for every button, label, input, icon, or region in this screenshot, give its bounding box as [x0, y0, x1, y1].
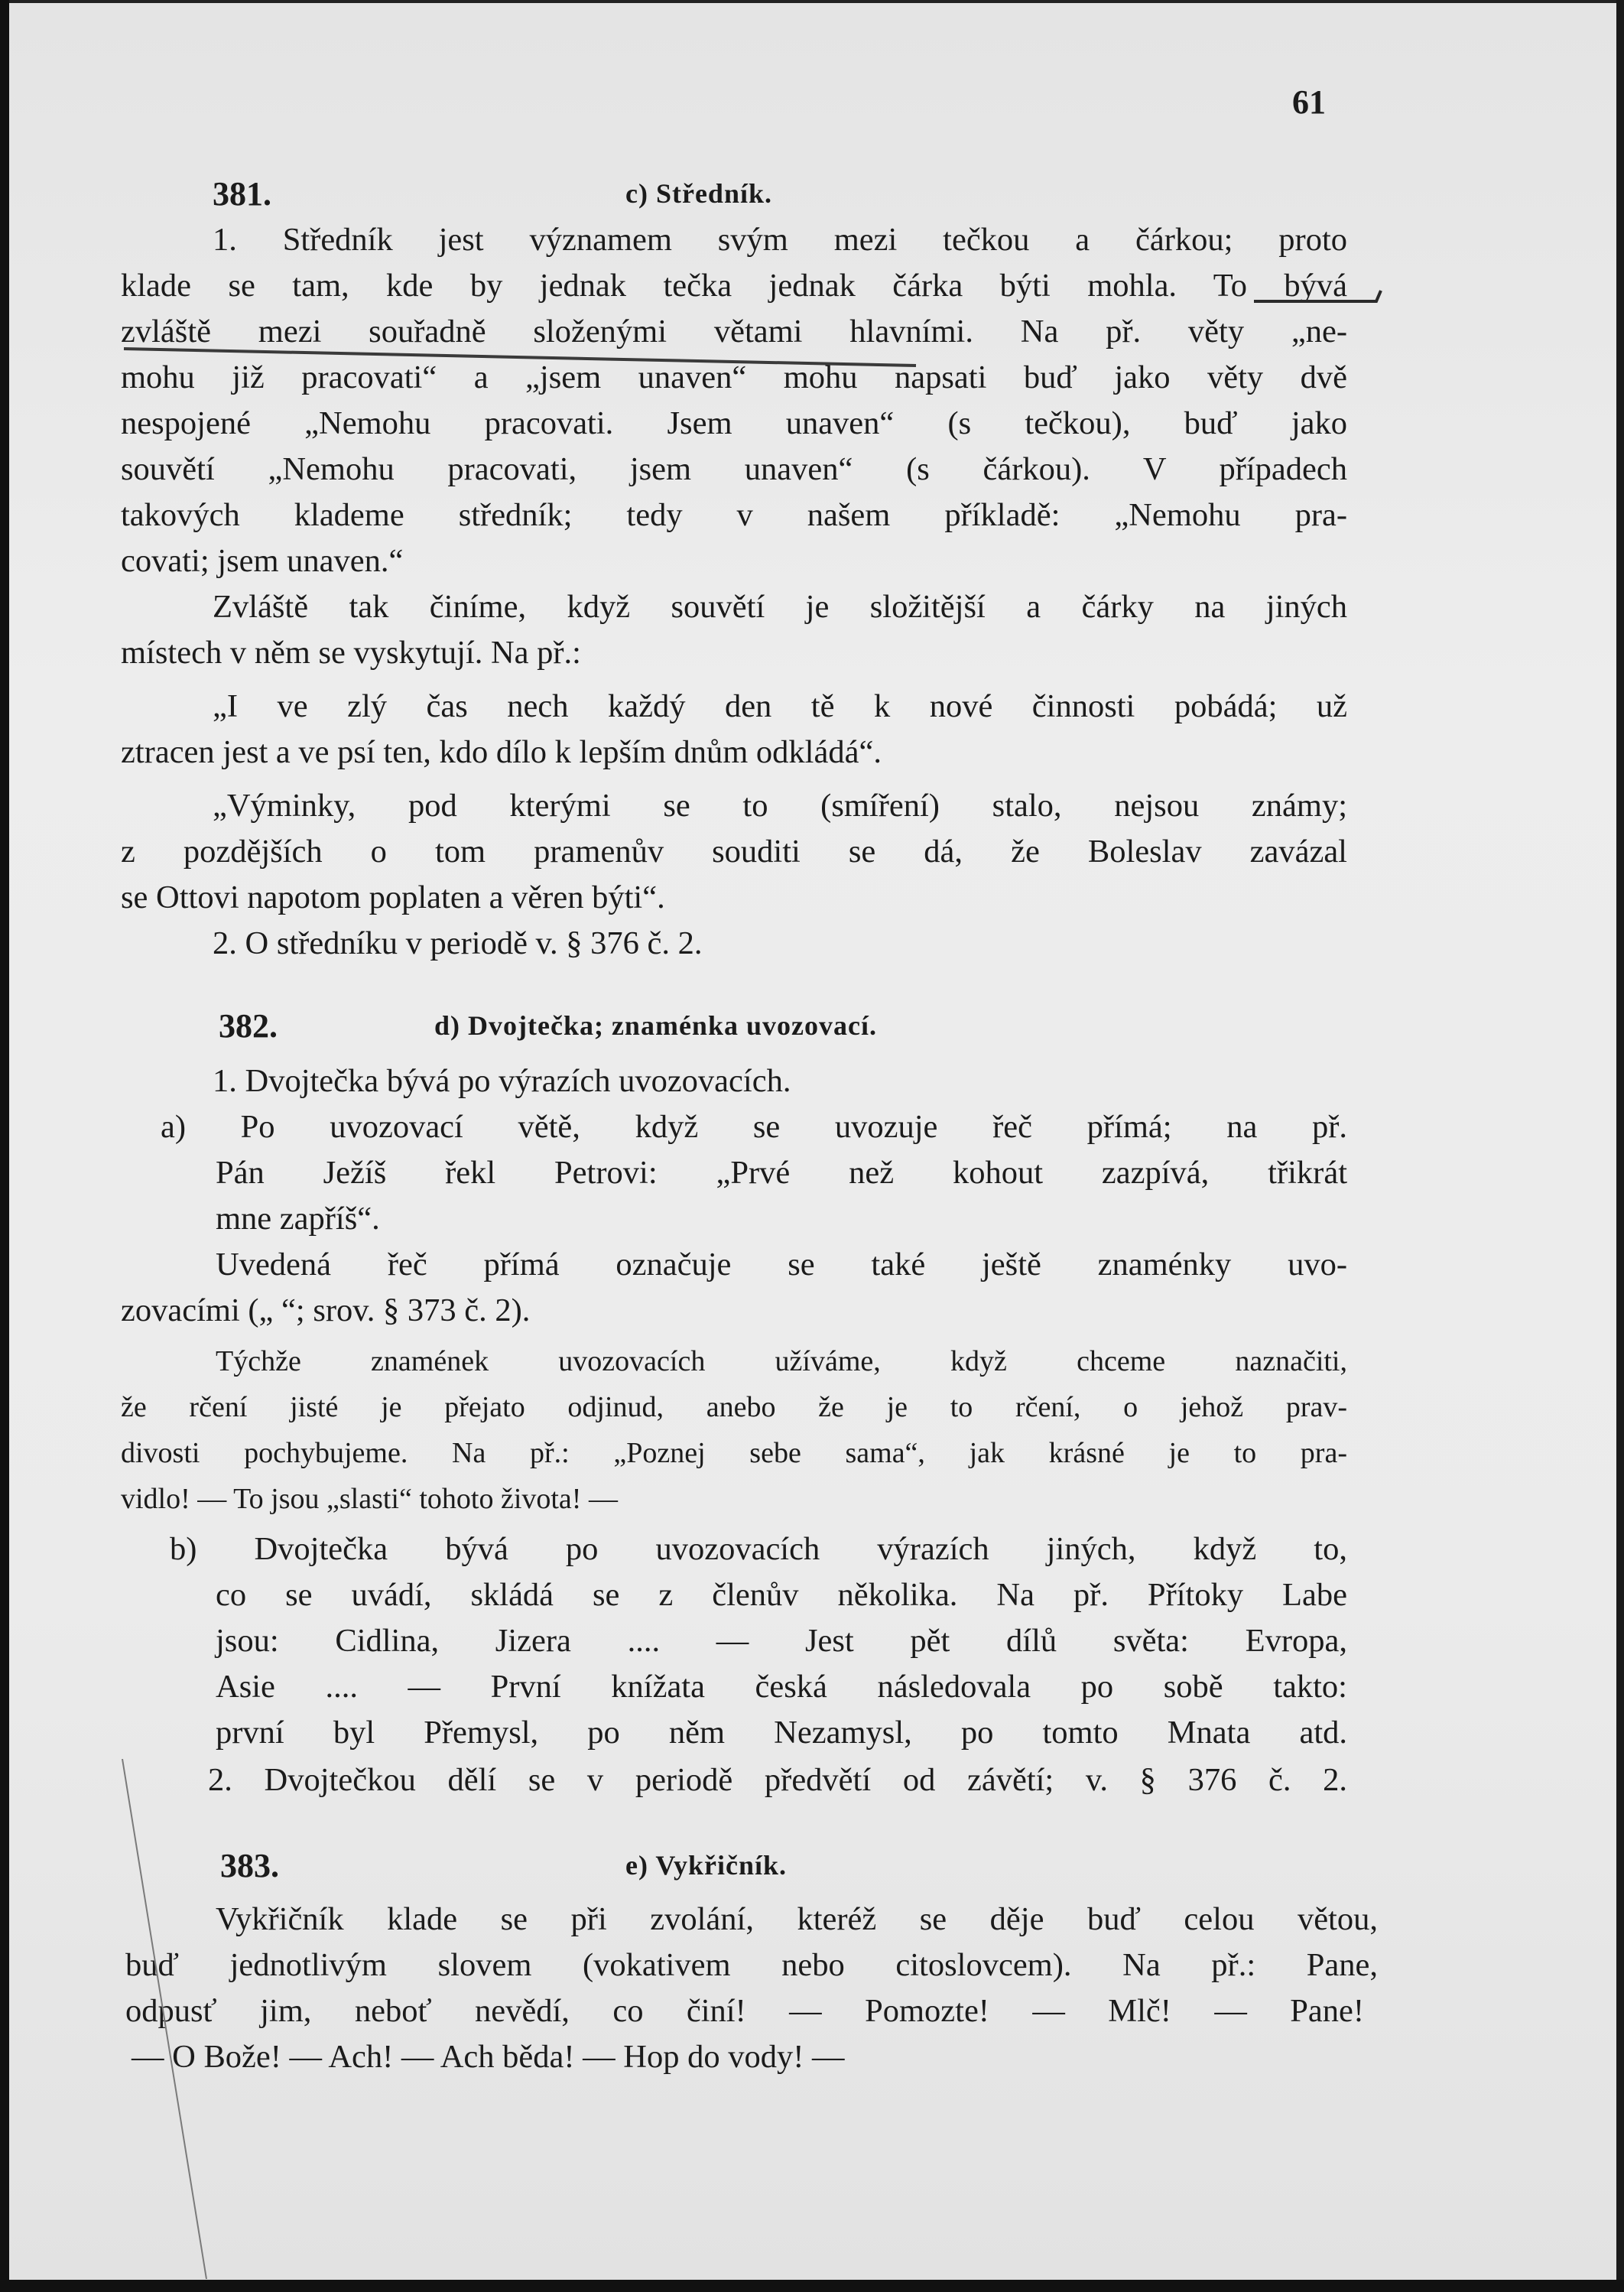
text-line: b) Dvojtečka bývá po uvozovacích výrazích jiných, když to,: [170, 1531, 1347, 1567]
text-line: buď jednotlivým slovem (vokativem nebo citoslovcem). Na př.: Pane,: [125, 1947, 1378, 1983]
pencil-underline-mark-right: [1254, 284, 1384, 307]
text-line: a) Po uvozovací větě, když se uvozuje řeč přímá; na př.: [161, 1109, 1347, 1145]
section-heading-381: c) Středník.: [625, 178, 772, 209]
page-number: 61: [1292, 83, 1326, 121]
text-line: covati; jsem unaven.“: [121, 543, 404, 579]
text-line: Pán Ježíš řekl Petrovi: „Prvé než kohout zazpívá, třikrát: [216, 1155, 1347, 1191]
text-line: zvláště mezi souřadně složenými větami hlavními. Na př. věty „ne-: [121, 314, 1347, 349]
text-line: že rčení jisté je přejato odjinud, anebo že je to rčení, o jehož prav-: [121, 1391, 1347, 1423]
text-line: mohu již pracovati“ a „jsem unaven“ mohu napsati buď jako věty dvě: [121, 359, 1347, 395]
text-line: divosti pochybujeme. Na př.: „Poznej sebe sama“, jak krásné je to pra-: [121, 1437, 1347, 1469]
text-line: 1. Dvojtečka bývá po výrazích uvozovacích.: [213, 1063, 791, 1099]
text-line: Uvedená řeč přímá označuje se také ještě znaménky uvo-: [216, 1247, 1347, 1283]
scan-edge-left: [0, 0, 9, 2292]
text-line: se Ottovi napotom poplaten a věren býti“.: [121, 879, 665, 915]
section-heading-382: d) Dvojtečka; znaménka uvozovací.: [434, 1010, 877, 1041]
scan-edge-top: [0, 0, 1624, 3]
text-line: 1. Středník jest významem svým mezi tečkou a čárkou; proto: [213, 222, 1347, 258]
text-line: z pozdějších o tom pramenův souditi se dá, že Boleslav zavázal: [121, 834, 1347, 870]
pencil-underline-mark: [122, 344, 918, 370]
text-line: mne zapříš“.: [216, 1201, 380, 1237]
section-number-381: 381.: [213, 175, 271, 213]
text-line: vidlo! — To jsou „slasti“ tohoto života! —: [121, 1483, 618, 1515]
text-line: co se uvádí, skládá se z členův několika. Na př. Přítoky Labe: [216, 1577, 1347, 1613]
text-line: takových klademe středník; tedy v našem příkladě: „Nemohu pra-: [121, 497, 1347, 533]
text-line: klade se tam, kde by jednak tečka jednak čárka býti mohla. To bývá: [121, 268, 1347, 304]
text-line: — O Bože! — Ach! — Ach běda! — Hop do vody! —: [132, 2039, 845, 2075]
text-line: 2. Dvojtečkou dělí se v periodě předvětí od závětí; v. § 376 č. 2.: [208, 1762, 1347, 1798]
text-line: odpusť jim, neboť nevědí, co činí! — Pomozte! — Mlč! — Pane!: [125, 1993, 1364, 2029]
scan-edge-right: [1616, 0, 1624, 2292]
section-number-382: 382.: [219, 1007, 278, 1045]
text-line: Vykřičník klade se při zvolání, kteréž se děje buď celou větou,: [216, 1901, 1378, 1937]
text-line: Asie .... — První knížata česká následovala po sobě takto:: [216, 1669, 1347, 1705]
section-number-383: 383.: [220, 1847, 279, 1884]
text-line: místech v něm se vyskytují. Na př.:: [121, 635, 581, 671]
text-line: první byl Přemysl, po něm Nezamysl, po tomto Mnata atd.: [216, 1715, 1347, 1751]
text-line: zovacími („ “; srov. § 373 č. 2).: [121, 1292, 531, 1328]
section-heading-383: e) Vykřičník.: [625, 1850, 788, 1881]
text-line: „I ve zlý čas nech každý den tě k nové činnosti pobádá; už: [213, 688, 1347, 724]
scan-edge-bottom: [0, 2280, 1624, 2292]
text-line: jsou: Cidlina, Jizera .... — Jest pět dílů světa: Evropa,: [216, 1623, 1347, 1659]
text-line: nespojené „Nemohu pracovati. Jsem unaven“ (s tečkou), buď jako: [121, 405, 1347, 441]
text-line: ztracen jest a ve psí ten, kdo dílo k lepším dnům odkládá“.: [121, 734, 882, 770]
text-line: Zvláště tak činíme, když souvětí je složitější a čárky na jiných: [213, 589, 1347, 625]
text-line: „Výminky, pod kterými se to (smíření) stalo, nejsou známy;: [213, 788, 1347, 824]
margin-pencil-stroke: [115, 1759, 222, 2279]
text-line: Týchže znamének uvozovacích užíváme, když chceme naznačiti,: [216, 1345, 1347, 1377]
text-line: 2. O středníku v periodě v. § 376 č. 2.: [213, 925, 703, 961]
text-line: souvětí „Nemohu pracovati, jsem unaven“ (s čárkou). V případech: [121, 451, 1347, 487]
